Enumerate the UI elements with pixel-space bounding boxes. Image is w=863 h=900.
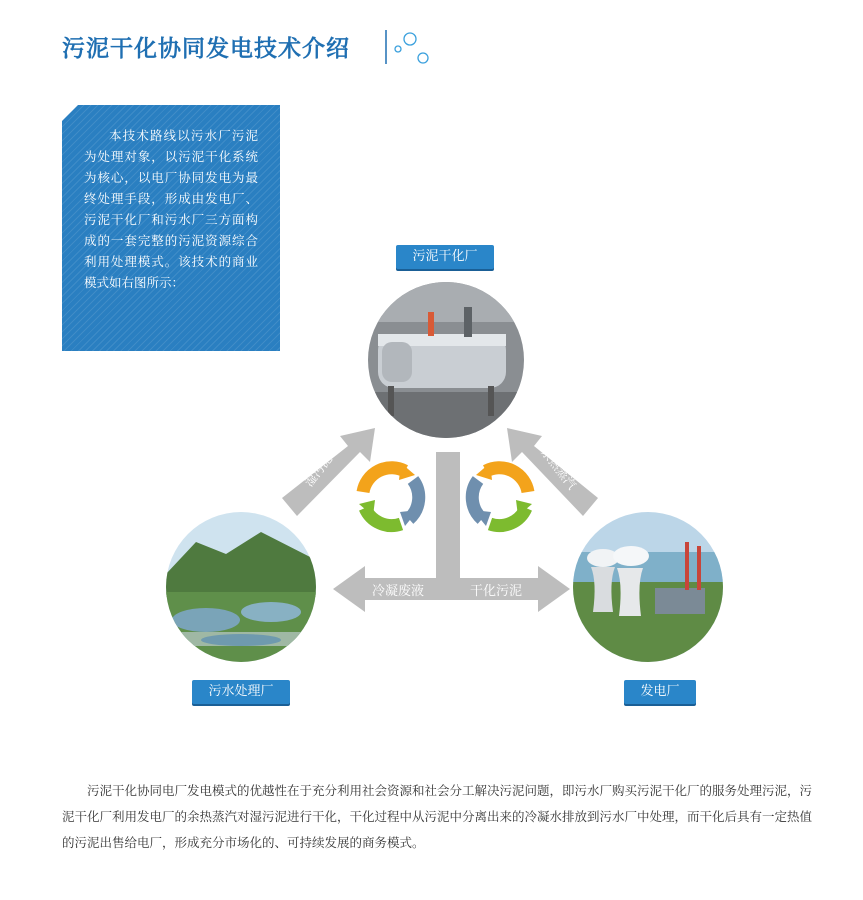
node-label-power-plant: 发电厂: [624, 680, 696, 704]
left-cycle-icon: [359, 463, 419, 526]
drying-plant-photo: [368, 282, 524, 438]
node-label-wastewater-plant: 污水处理厂: [192, 680, 290, 704]
arrow-label-dried-sludge: 干化污泥: [470, 584, 523, 599]
node-label-drying-plant: 污泥干化厂: [396, 245, 494, 269]
summary-paragraph: 污泥干化协同电厂发电模式的优越性在于充分利用社会资源和社会分工解决污泥问题，即污水厂购买污泥干化厂的服务处理污泥，污泥干化厂利用发电厂的余热蒸汽对湿污泥进行干化，干化过程中从污泥中分离出来的冷凝水排放到污水厂中处理，而干化后具有一定热值的污泥出售给电厂，形成充分市场化的、可持续发展的商务模式。: [62, 783, 813, 850]
left-diagonal-arrow: [282, 428, 375, 516]
intro-text-box: 本技术路线以污水厂污泥为处理对象，以污泥干化系统为核心，以电厂协同发电为最终处理手段，形成由发电厂、污泥干化厂和污水厂三方面构成的一套完整的污泥资源综合利用处理模式。该技术的商业模式如右图所示：: [62, 105, 280, 351]
wastewater-plant-photo: [166, 512, 316, 662]
arrow-label-condensate: 冷凝废液: [372, 584, 425, 599]
power-plant-photo: [573, 512, 723, 662]
center-stem-arrow-body: [436, 452, 460, 590]
right-cycle-icon: [472, 463, 532, 526]
arrow-label-waste-heat-steam: 余热蒸汽: [538, 445, 579, 493]
page-title: 污泥干化协同发电技术介绍: [62, 36, 350, 62]
arrow-label-wet-sludge: 湿污泥: [301, 452, 336, 490]
